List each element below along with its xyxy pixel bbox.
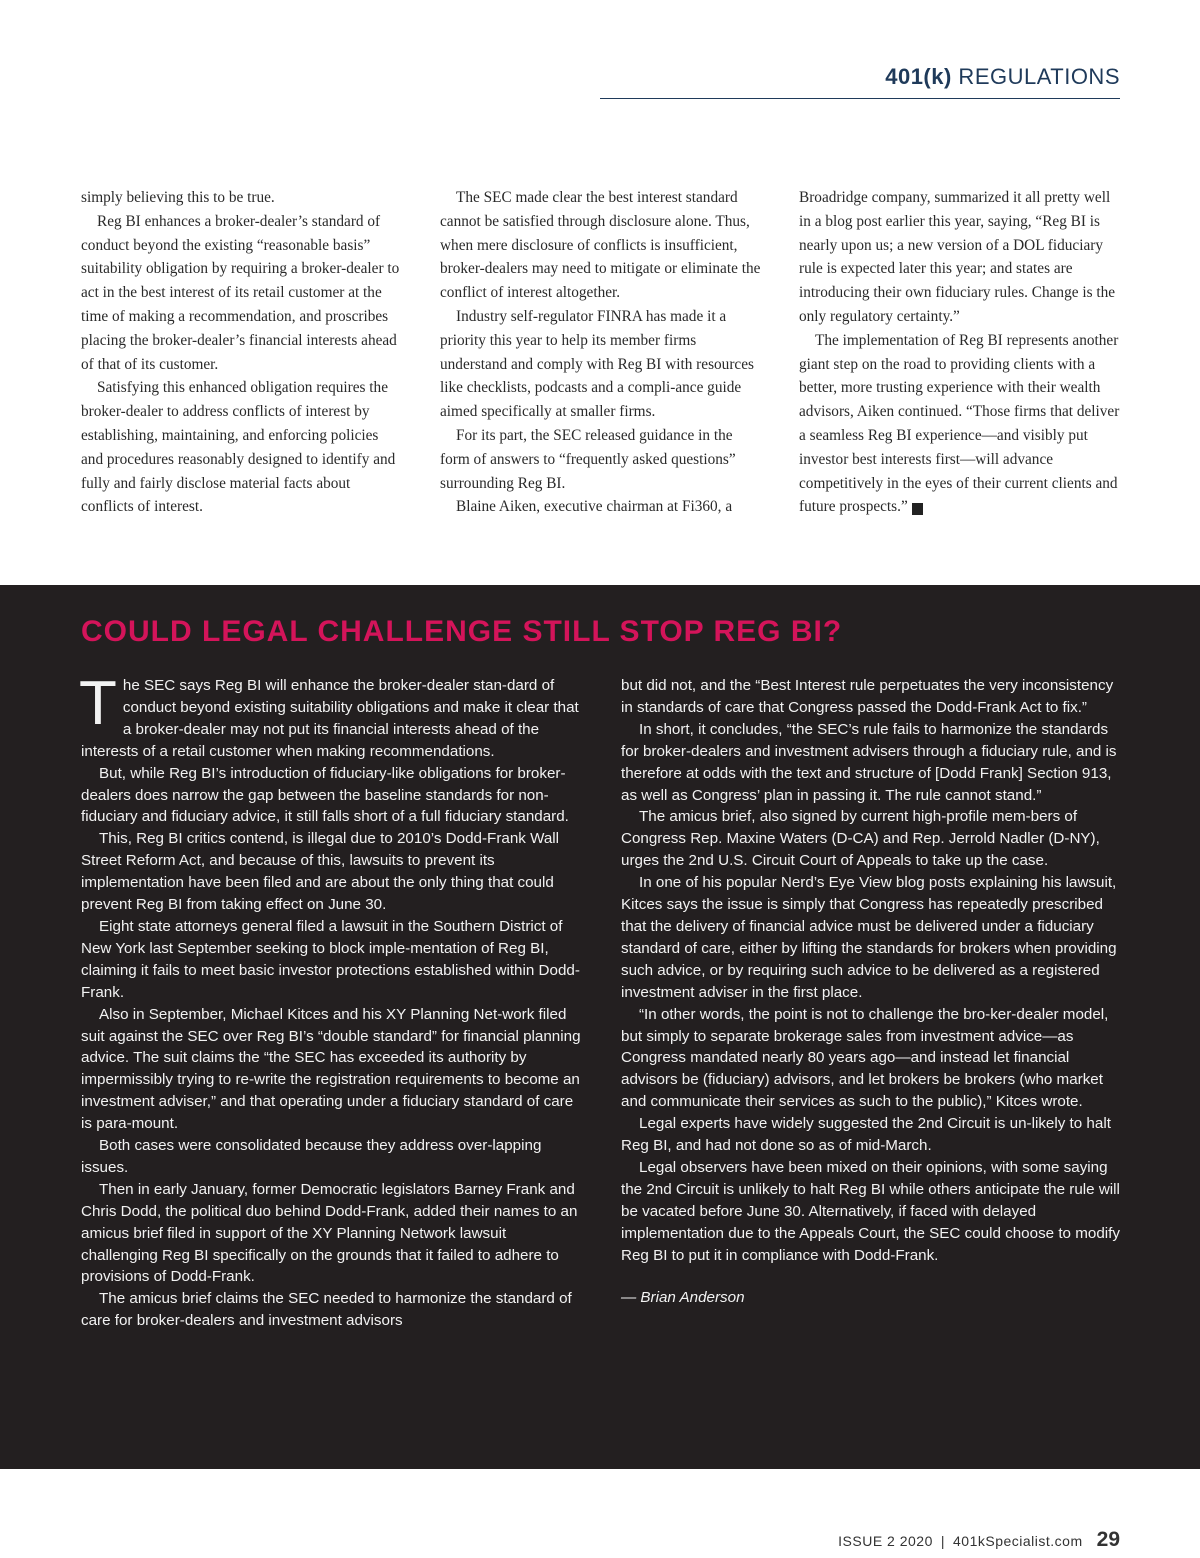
article-paragraph-text: The implementation of Reg BI represents another giant step on the road to providing clients with a better, more trusting experience with their wealth advisors, Aiken continued. “Those firms that deliver a seamless Reg BI experience—and visibly put investor best interests first—will advance competitively in the eyes of their current clients and future prospects.” [799, 331, 1120, 516]
sidebar-paragraph: Both cases were consolidated because they address over-lapping issues. [81, 1137, 542, 1176]
article-paragraph [799, 329, 1121, 519]
article-columns [81, 186, 1121, 519]
sidebar-paragraph: “In other words, the point is not to challenge the bro-ker-dealer model, but simply to separate brokerage sales from investment advice—as Congress mandated nearly 80 years ago—and instead let financial advisors be (fiduciary) advisors, and let brokers be brokers (who market and communicate their services as such to the public),” Kitces wrote. [621, 1005, 1109, 1111]
article-paragraph: The SEC made clear the best interest standard cannot be satisfied through disclosure alone. Thus, when mere disclosure of conflicts is insufficient, broker-dealers may need to mitigate or eliminate the conflict of interest altogether. [440, 189, 761, 302]
sidebar-column-1 [79, 669, 581, 1332]
page-number: 29 [1096, 1528, 1120, 1551]
section-header [600, 64, 1120, 99]
sidebar-paragraph: But, while Reg BI’s introduction of fiduciary-like obligations for broker-dealers does narrow the gap between the baseline standards for non-fiduciary and fiduciary advice, it still falls short of a full fiduciary standard. [81, 764, 569, 826]
section-header-rest: REGULATIONS [951, 64, 1120, 89]
sidebar-paragraph: In short, it concludes, “the SEC’s rule fails to harmonize the standards for broker-dealers and investment advisers through a fiduciary rule, and is therefore at odds with the text and structure of [Dodd Frank] Section 913, as well as Congress’ plan in passing it. The rule cannot stand.” [621, 720, 1117, 804]
footer-separator: | [940, 1533, 946, 1549]
article-paragraph: Broadridge company, summarized it all pretty well in a blog post earlier this year, saying, “Reg BI is nearly upon us; a new version of a DOL fiduciary rule is expected later this year; and states are introducing their own fiduciary rules. Change is the only regulatory certainty.” [799, 189, 1116, 325]
sidebar-paragraph: Legal observers have been mixed on their opinions, with some saying the 2nd Circuit is unlikely to halt Reg BI while others anticipate the rule will be vacated before June 30. Alternatively, if faced with delayed implementation due to the Appeals Court, the SEC could choose to modify Reg BI to put it in compliance with Dodd-Frank. [621, 1158, 1120, 1264]
sidebar-paragraph: Legal experts have widely suggested the 2nd Circuit is un-likely to halt Reg BI, and had not done so as of mid-March. [621, 1115, 1111, 1155]
sidebar-paragraph: Also in September, Michael Kitces and his XY Planning Net-work filed suit against the SEC over Reg BI’s “double standard” for financial planning advice. The suit claims the “the SEC has exceeded its authority by impermissibly trying to re-write the registration requirements to become an investment adviser,” and that operating under a fiduciary standard of care is para-mount. [81, 1005, 581, 1133]
page-footer [838, 1528, 1120, 1558]
sidebar-paragraph: but did not, and the “Best Interest rule perpetuates the very inconsistency in standards of care that Congress passed the Dodd-Frank Act to fix.” [621, 677, 1114, 716]
article-column-1 [81, 186, 403, 519]
byline: — Brian Anderson [621, 1289, 745, 1307]
sidebar-column-2 [621, 675, 1121, 1332]
sidebar-paragraph: Eight state attorneys general filed a lawsuit in the Southern District of New York last September seeking to block imple-mentation of Reg BI, claiming it fails to meet basic investor protections established within Dodd-Frank. [81, 917, 580, 1001]
sidebar-title: COULD LEGAL CHALLENGE STILL STOP REG BI? [81, 615, 843, 648]
sidebar-paragraph: In one of his popular Nerd’s Eye View blog posts explaining his lawsuit, Kitces says the issue is simply that Congress has repeatedly prescribed that the delivery of financial advice must be delivered under a fiduciary standard of care, either by lifting the standards for brokers when providing such advice, or by requiring such advice to be delivered as a registered investment adviser in the first place. [621, 874, 1117, 1001]
article-paragraph: Industry self-regulator FINRA has made it a priority this year to help its member firms understand and comply with Reg BI with resources like checklists, podcasts and a compli-ance guide aimed specifically at smaller firms. [440, 307, 754, 421]
article-paragraph: Reg BI enhances a broker-dealer’s standard of conduct beyond the existing “reasonable basis” suitability obligation by requiring a broker-dealer to act in the best interest of its retail customer at the time of making a recommendation, and proscribes placing the broker-dealer’s financial interests ahead of that of its customer. [81, 212, 400, 373]
sidebar-paragraph: This, Reg BI critics contend, is illegal due to 2010’s Dodd-Frank Wall Street Reform Act, and because of this, lawsuits to prevent its implementation have been filed and are about the only thing that could prevent Reg BI from taking effect on June 30. [81, 830, 560, 914]
footer-issue: ISSUE 2 2020 [838, 1533, 933, 1549]
sidebar-paragraph: The amicus brief, also signed by current high-profile mem-bers of Congress Rep. Maxine Waters (D-CA) and Rep. Jerrold Nadler (D-NY), urges the 2nd U.S. Circuit Court of Appeals to take up the case. [621, 808, 1100, 870]
article-paragraph: For its part, the SEC released guidance in the form of answers to “frequently asked questions” surrounding Reg BI. [440, 426, 736, 492]
footer-site: 401kSpecialist.com [953, 1533, 1083, 1549]
sidebar-paragraph: The amicus brief claims the SEC needed to harmonize the standard of care for broker-dealers and investment advisors [81, 1290, 572, 1330]
article-paragraph: Satisfying this enhanced obligation requires the broker-dealer to address conflicts of interest by establishing, maintaining, and enforcing policies and procedures reasonably designed to identify and fully and fairly disclose material facts about conflicts of interest. [81, 379, 396, 516]
section-header-bold: 401(k) [885, 64, 952, 89]
sidebar-columns [79, 669, 1121, 1332]
end-mark-icon: K [912, 503, 923, 515]
article-paragraph: Blaine Aiken, executive chairman at Fi360, a [456, 498, 733, 516]
article-column-3 [799, 186, 1121, 519]
drop-cap: T [79, 669, 117, 738]
article-column-2 [440, 186, 762, 519]
article-paragraph: simply believing this to be true. [81, 189, 275, 206]
sidebar-paragraph: Then in early January, former Democratic legislators Barney Frank and Chris Dodd, the political duo behind Dodd-Frank, added their names to an amicus brief filed in support of the XY Planning Network lawsuit challenging Reg BI specifically on the grounds that it failed to adhere to provisions of Dodd-Frank. [81, 1180, 578, 1286]
sidebar-paragraph [79, 669, 581, 763]
sidebar-box [0, 585, 1200, 1469]
sidebar-paragraph-text: he SEC says Reg BI will enhance the broker-dealer stan-dard of conduct beyond existing suitability obligations and make it clear that a broker-dealer may not put its financial interests ahead of the interests of a retail customer when making recommendations. [81, 677, 579, 760]
